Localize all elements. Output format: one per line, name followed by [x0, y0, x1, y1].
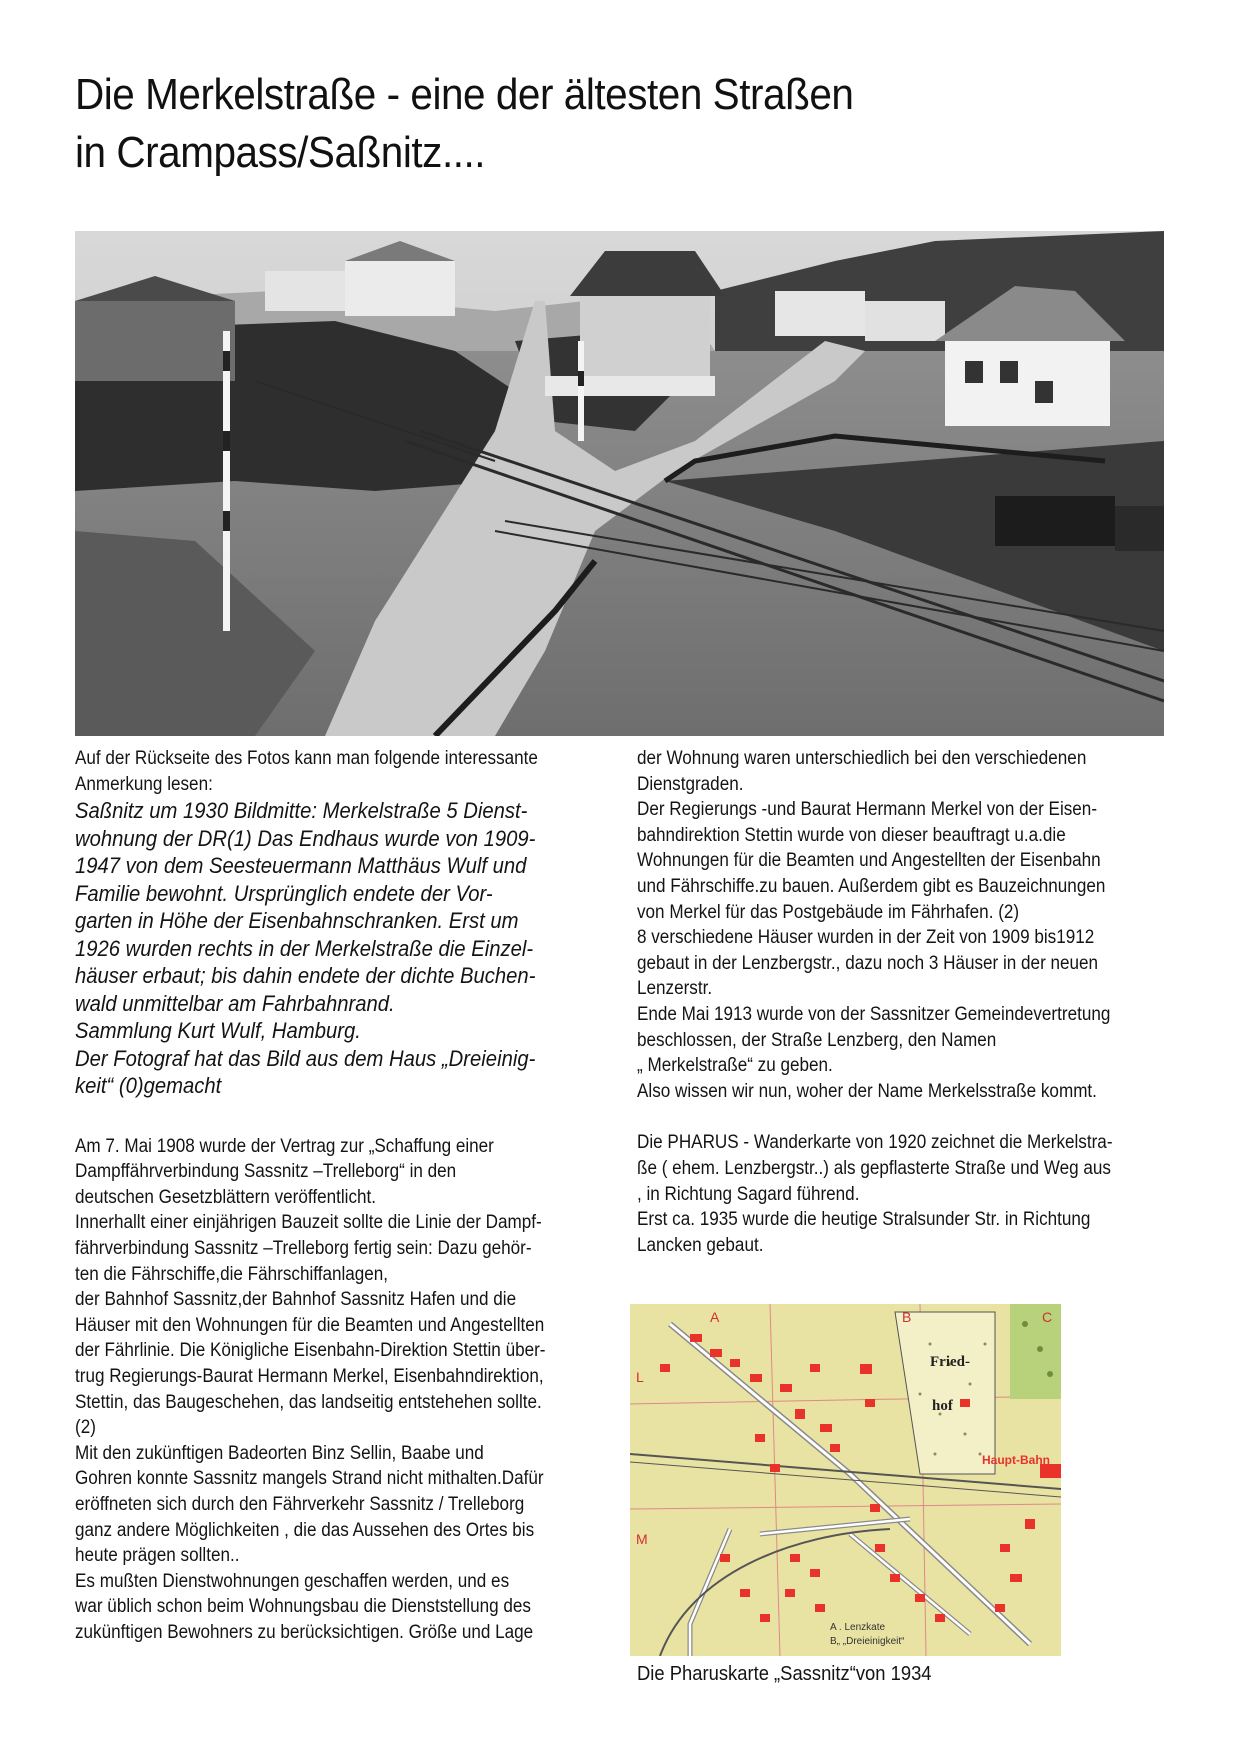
body-line: Mit den zukünftigen Badeorten Binz Sellin, Baabe und: [75, 1442, 484, 1464]
body-line: ganz andere Möglichkeiten , die das Aussehen des Ortes bis: [75, 1519, 535, 1541]
cemetery-label: hof: [932, 1398, 953, 1414]
body-line: war üblich schon beim Wohnungsbau die Dienststellung des: [75, 1596, 531, 1618]
body-line: (2): [75, 1417, 96, 1439]
body-line: der Wohnung waren unterschiedlich bei den verschiedenen: [637, 748, 1087, 769]
paragraph-spacer: [637, 1104, 1164, 1130]
body-line: Lenzerstr.: [637, 978, 713, 1000]
intro-line: Anmerkung lesen:: [75, 773, 213, 795]
body-line: gebaut in der Lenzbergstr., dazu noch 3 Häuser in der neuen: [637, 952, 1099, 974]
quote-line: wald unmittelbar am Fahrbahnrand.: [75, 990, 395, 1016]
quote-line: 1926 wurden rechts in der Merkelstraße die Einzel-: [75, 935, 534, 961]
body-line: Also wissen wir nun, woher der Name Merkelsstraße kommt.: [637, 1080, 1097, 1102]
body-line: Am 7. Mai 1908 wurde der Vertrag zur „Schaffung einer: [75, 1135, 494, 1157]
body-line: fährverbindung Sassnitz –Trelleborg fertig sein: Dazu gehör-: [75, 1238, 532, 1260]
pharus-map: [630, 1304, 1061, 1656]
map-legend-entry: B„ „Dreieinigkeit“: [830, 1636, 905, 1647]
right-text-column: [637, 746, 1164, 1258]
quote-line: Sammlung Kurt Wulf, Hamburg.: [75, 1018, 361, 1044]
historic-street-photo: [75, 231, 1164, 736]
body-line: Lancken gebaut.: [637, 1234, 764, 1256]
quote-line: 1947 von dem Seesteuermann Matthäus Wulf und: [75, 853, 527, 879]
body-line: Innerhallt einer einjährigen Bauzeit sollte die Linie der Dampf-: [75, 1212, 542, 1234]
body-line: ße ( ehem. Lenzbergstr..) als gepflasterte Straße und Weg aus: [637, 1157, 1111, 1179]
body-line: Wohnungen für die Beamten und Angestellten der Eisenbahn: [637, 850, 1101, 872]
map-legend-entry: A . Lenzkate: [830, 1622, 886, 1633]
body-line: Es mußten Dienstwohnungen geschaffen werden, und es: [75, 1570, 510, 1592]
body-line: „ Merkelstraße“ zu geben.: [637, 1055, 833, 1077]
body-line: Erst ca. 1935 wurde die heutige Stralsunder Str. in Richtung: [637, 1209, 1091, 1231]
paragraph-spacer: [75, 1100, 593, 1134]
body-line: trug Regierungs-Baurat Hermann Merkel, Eisenbahndirektion,: [75, 1366, 544, 1388]
page-title-line-1: Die Merkelstraße - eine der ältesten Straßen: [75, 70, 854, 119]
body-line: bahndirektion Stettin wurde von dieser beauftragt u.a.die: [637, 824, 1066, 846]
body-line: Stettin, das Baugeschehen, das landseitig entstehehen sollte.: [75, 1391, 542, 1413]
quote-line: Familie bewohnt. Ursprünglich endete der Vor-: [75, 880, 493, 906]
body-line: heute prägen sollten..: [75, 1545, 240, 1567]
cemetery-label: Fried-: [930, 1354, 970, 1370]
map-grid-letter: M: [636, 1531, 648, 1547]
body-line: deutschen Gesetzblättern veröffentlicht.: [75, 1186, 377, 1208]
left-text-column: [75, 746, 593, 1646]
body-line: der Bahnhof Sassnitz,der Bahnhof Sassnitz Hafen und die: [75, 1289, 517, 1311]
body-line: Gohren konnte Sassnitz mangels Strand nicht mithalten.Dafür: [75, 1468, 544, 1490]
map-grid-letter: B: [902, 1309, 912, 1325]
quote-line: keit“ (0)gemacht: [75, 1073, 222, 1099]
body-line: 8 verschiedene Häuser wurden in der Zeit von 1909 bis1912: [637, 927, 1095, 949]
map-grid-letter: C: [1042, 1309, 1053, 1325]
body-line: Der Regierungs -und Baurat Hermann Merkel von der Eisen-: [637, 799, 1098, 821]
map-grid-letter: L: [636, 1369, 644, 1385]
body-line: Ende Mai 1913 wurde von der Sassnitzer Gemeindevertretung: [637, 1003, 1111, 1025]
body-line: der Fährlinie. Die Königliche Eisenbahn-Direktion Stettin über-: [75, 1340, 546, 1362]
body-line: , in Richtung Sagard führend.: [637, 1183, 860, 1205]
map-grid-letter: A: [710, 1309, 720, 1325]
quote-line: Saßnitz um 1930 Bildmitte: Merkelstraße 5 Dienst-: [75, 798, 528, 824]
body-line: und Fährschiffe.zu bauen. Außerdem gibt es Bauzeichnungen: [637, 875, 1106, 897]
body-line: beschlossen, der Straße Lenzberg, den Namen: [637, 1029, 997, 1051]
intro-line: Auf der Rückseite des Fotos kann man folgende interessante: [75, 748, 538, 769]
station-label: Haupt-Bahn: [982, 1453, 1050, 1467]
body-line: Häuser mit den Wohnungen für die Beamten und Angestellten: [75, 1314, 545, 1336]
quote-line: garten in Höhe der Eisenbahnschranken. Erst um: [75, 908, 519, 934]
body-line: von Merkel für das Postgebäude im Fährhafen. (2): [637, 901, 1020, 923]
body-line: Dienstgraden.: [637, 773, 744, 795]
quote-line: wohnung der DR(1) Das Endhaus wurde von 1909-: [75, 825, 536, 851]
quote-line: häuser erbaut; bis dahin endete der dichte Buchen-: [75, 963, 536, 989]
body-line: zukünftigen Bewohners zu berücksichtigen. Größe und Lage: [75, 1621, 534, 1643]
quote-line: Der Fotograf hat das Bild aus dem Haus „Dreieinig-: [75, 1045, 536, 1071]
body-line: Die PHARUS - Wanderkarte von 1920 zeichnet die Merkelstra-: [637, 1132, 1113, 1154]
body-line: ten die Fährschiffe,die Fährschiffanlagen,: [75, 1263, 389, 1285]
body-line: eröffneten sich durch den Fährverkehr Sassnitz / Trelleborg: [75, 1494, 525, 1515]
photo-annotation-quote: [75, 797, 593, 1100]
map-caption: Die Pharuskarte „Sassnitz“von 1934: [637, 1663, 932, 1685]
body-line: Dampffährverbindung Sassnitz –Trelleborg“ in den: [75, 1161, 457, 1183]
page-title-line-2: in Crampass/Saßnitz....: [75, 128, 486, 177]
page-title: [75, 66, 1087, 182]
